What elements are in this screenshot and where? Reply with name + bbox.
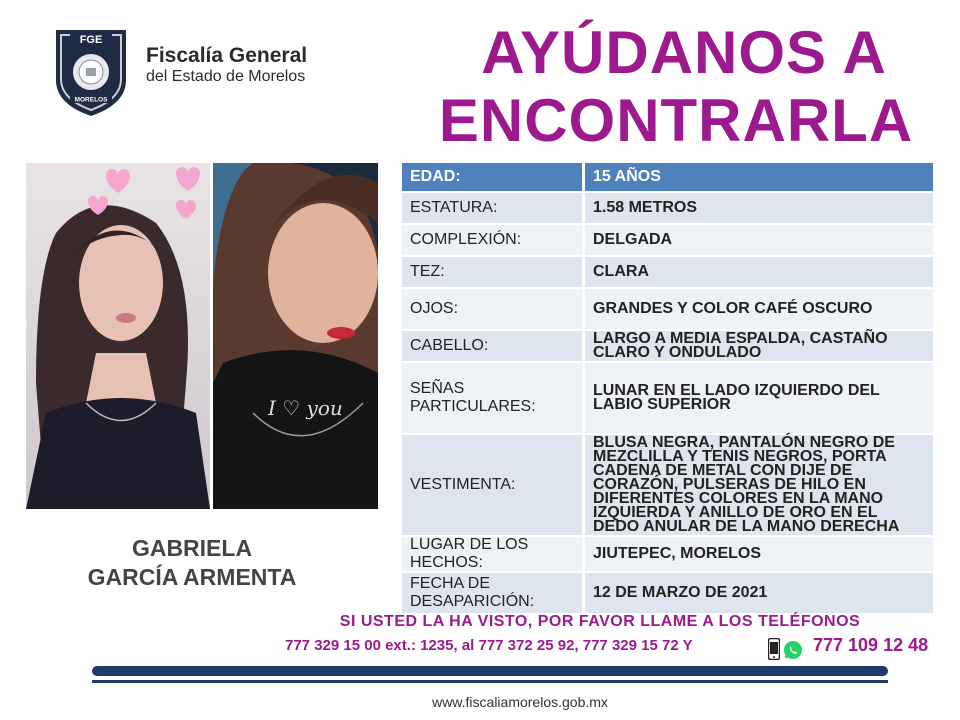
phone-numbers: 777 329 15 00 ext.: 1235, al 777 372 25 92, 777 329 15 72 Y <box>285 637 693 654</box>
detail-label: EDAD: <box>402 163 582 191</box>
detail-label: ESTATURA: <box>402 193 582 223</box>
detail-value: LUNAR EN EL LADO IZQUIERDO DEL LABIO SUPERIOR <box>585 363 933 433</box>
detail-label: FECHA DE DESAPARICIÓN: <box>402 573 582 613</box>
detail-label: LUGAR DE LOS HECHOS: <box>402 537 582 571</box>
detail-label: VESTIMENTA: <box>402 435 582 535</box>
person-last-name: GARCÍA ARMENTA <box>87 564 297 590</box>
headline-line-1: AYÚDANOS A <box>481 19 887 86</box>
footer-divider-thin <box>92 680 888 683</box>
call-to-action: SI USTED LA HA VISTO, POR FAVOR LLAME A LOS TELÉFONOS <box>339 613 861 630</box>
detail-label: CABELLO: <box>402 331 582 361</box>
whatsapp-icon <box>783 640 803 660</box>
headline-line-2: ENCONTRARLA <box>438 87 914 154</box>
footer-divider-thick <box>92 666 888 676</box>
missing-person-photo-left <box>26 163 210 509</box>
detail-label: OJOS: <box>402 289 582 329</box>
fge-logo-badge <box>52 22 130 118</box>
org-subtitle: del Estado de Morelos <box>146 68 306 85</box>
detail-value: 12 DE MARZO DE 2021 <box>585 573 933 613</box>
svg-text:MORELOS: MORELOS <box>74 96 108 104</box>
website-link[interactable]: www.fiscaliamorelos.gob.mx <box>432 694 608 710</box>
detail-value: GRANDES Y COLOR CAFÉ OSCURO <box>585 289 933 329</box>
mobile-phone-icon <box>768 638 780 660</box>
person-first-name: GABRIELA <box>131 535 253 561</box>
detail-value: 15 AÑOS <box>585 163 933 191</box>
missing-person-photo-right <box>213 163 378 509</box>
org-name: Fiscalía General <box>146 44 308 67</box>
detail-label: COMPLEXIÓN: <box>402 225 582 255</box>
detail-label: TEZ: <box>402 257 582 287</box>
detail-label: SEÑAS PARTICULARES: <box>402 363 582 433</box>
detail-value: 1.58 METROS <box>585 193 933 223</box>
detail-value: BLUSA NEGRA, PANTALÓN NEGRO DE MEZCLILLA Y TENIS NEGROS, PORTA CADENA DE METAL CON DIJE DE CORAZÓN, PULSERAS DE HILO EN DIFERENTES COLORES EN LA MANO IZQUIERDA Y ANILLO DE ORO EN EL DEDO ANULAR DE LA MANO DERECHA <box>585 435 933 535</box>
svg-text:FGE: FGE <box>79 34 103 46</box>
detail-value: DELGADA <box>585 225 933 255</box>
detail-value: CLARA <box>585 257 933 287</box>
detail-value: LARGO A MEDIA ESPALDA, CASTAÑO CLARO Y ONDULADO <box>585 331 933 361</box>
photo-caption: I ♡ you <box>268 396 343 420</box>
phone-number-final: 777 109 12 48 <box>813 635 929 655</box>
detail-value: JIUTEPEC, MORELOS <box>585 537 933 571</box>
